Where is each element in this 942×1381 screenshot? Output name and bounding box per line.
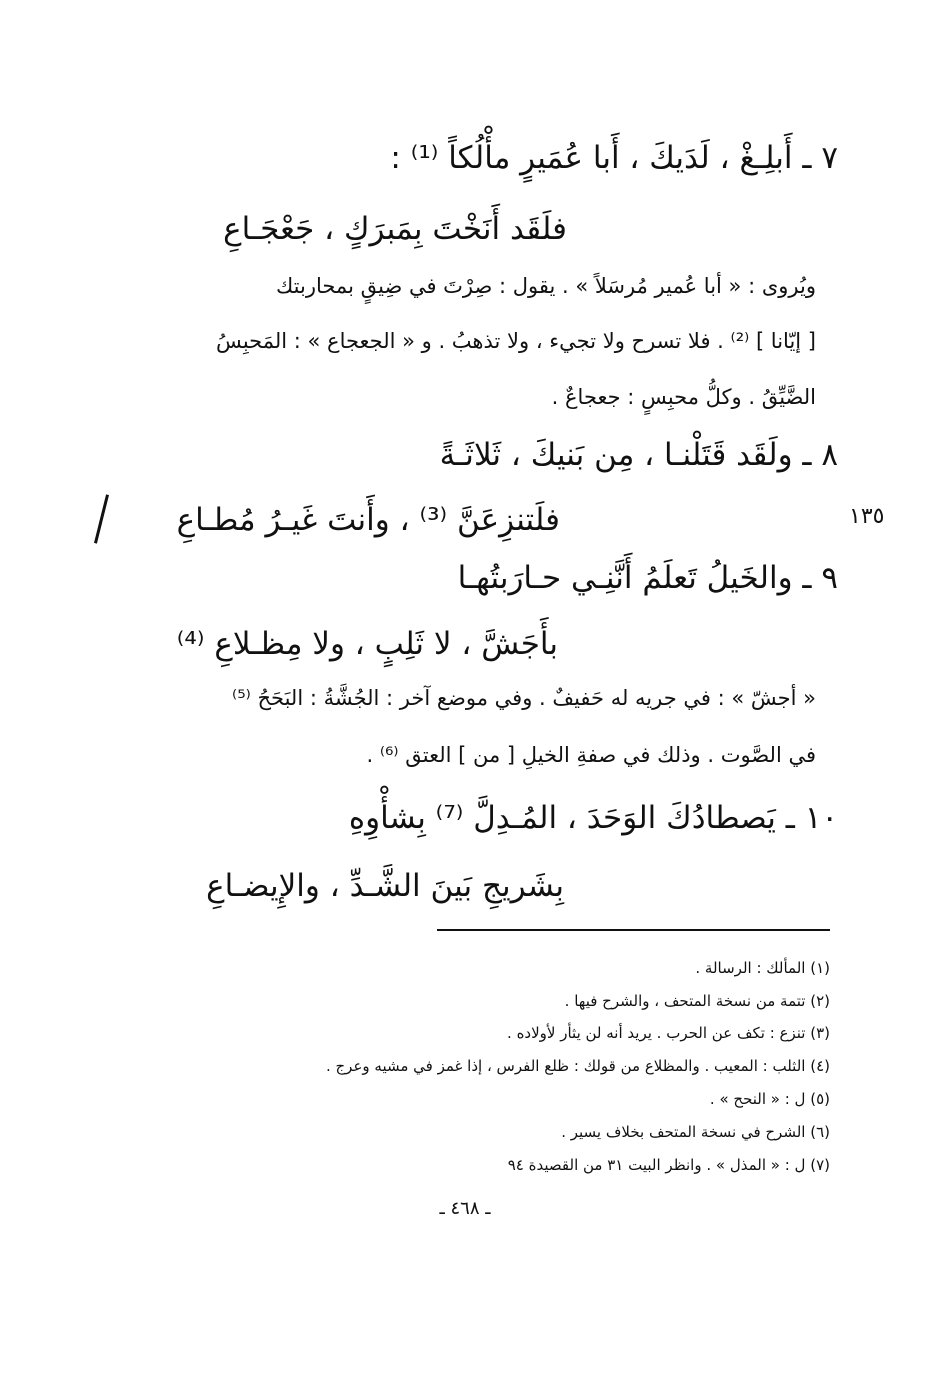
footnote-4: (٤) الثلب : المعيب . والمظلاع من قولك : ظلع الفرس ، إذا غمز في مشيه وعرج . <box>325 1057 830 1075</box>
commentary-2-line-1: « أجشّ » : في جريه له حَفيفٌ . وفي موضع آخر : الجُشَّةُ : البَحَحُ ⁽⁵⁾ <box>232 686 816 710</box>
verse-9-line-1: ٩ ـ والخَيلُ تَعلَمُ أَنَّنِـي حـارَبتُهـا <box>457 560 838 596</box>
commentary-1-line-3: الضَّيِّقُ . وكلُّ محبِسٍ : جعجاعٌ . <box>551 385 816 409</box>
footnote-6: (٦) الشرح في نسخة المتحف بخلاف يسير . <box>561 1123 830 1141</box>
verse-9-line-2: بأَجَشَّ ، لا ثَلِبٍ ، ولا مِظـلاعِ ⁽⁴⁾ <box>176 626 558 662</box>
footnote-separator <box>437 929 830 931</box>
footnote-2: (٢) تتمة من نسخة المتحف ، والشرح فيها . <box>564 992 830 1010</box>
verse-8-line-1: ٨ ـ ولَقَد قَتَلْنـا ، مِن بَنيكَ ، ثَلاثَـةً <box>439 437 838 473</box>
page-number: ـ ٤٦٨ ـ <box>439 1198 491 1219</box>
verse-8-line-2: فلَتنزِعَنَّ ⁽³⁾ ، وأَنتَ غَيـرُ مُطـاعِ <box>176 502 560 538</box>
commentary-1-line-2: [ إيّانا ] ⁽²⁾ . فلا تسرح ولا تجيء ، ولا تذهبُ . و « الجعجاع » : المَحبِسُ <box>216 329 816 353</box>
margin-number: ١٣٥ <box>849 504 885 529</box>
verse-7-line-2: فلَقَد أَنَخْتَ بِمَبرَكٍ ، جَعْجَـاعِ <box>223 211 567 247</box>
commentary-2-line-2: في الصَّوت . وذلك في صفةِ الخيلِ [ من ] العتق ⁽⁶⁾ . <box>366 743 816 767</box>
footnote-1: (١) المألك : الرسالة . <box>695 959 830 977</box>
verse-10-line-1: ١٠ ـ يَصطادُكَ الوَحَدَ ، المُـدِلَّ ⁽⁷⁾ بِشأْوِهِ <box>348 800 838 836</box>
footnote-7: (٧) ل : « المذل » . وانظر البيت ٣١ من القصيدة ٩٤ <box>507 1156 830 1174</box>
verse-10-line-2: بِشَريجِ بَينَ الشَّـدِّ ، والإِيضـاعِ <box>206 868 564 904</box>
verse-7-line-1: ٧ ـ أَبلِـغْ ، لَدَيكَ ، أَبا عُمَيرٍ مأْلُكاً ⁽¹⁾ : <box>390 140 838 176</box>
margin-slash-mark <box>94 494 109 543</box>
footnote-3: (٣) تنزع : تكف عن الحرب . يريد أنه لن يثأر لأولاده . <box>507 1024 830 1042</box>
footnote-5: (٥) ل : « النحح » . <box>709 1090 830 1108</box>
commentary-1-line-1: ويُروى : « أبا عُمير مُرسَلاً » . يقول : صِرْتَ في ضِيقٍ بمحاربتك <box>275 274 816 298</box>
